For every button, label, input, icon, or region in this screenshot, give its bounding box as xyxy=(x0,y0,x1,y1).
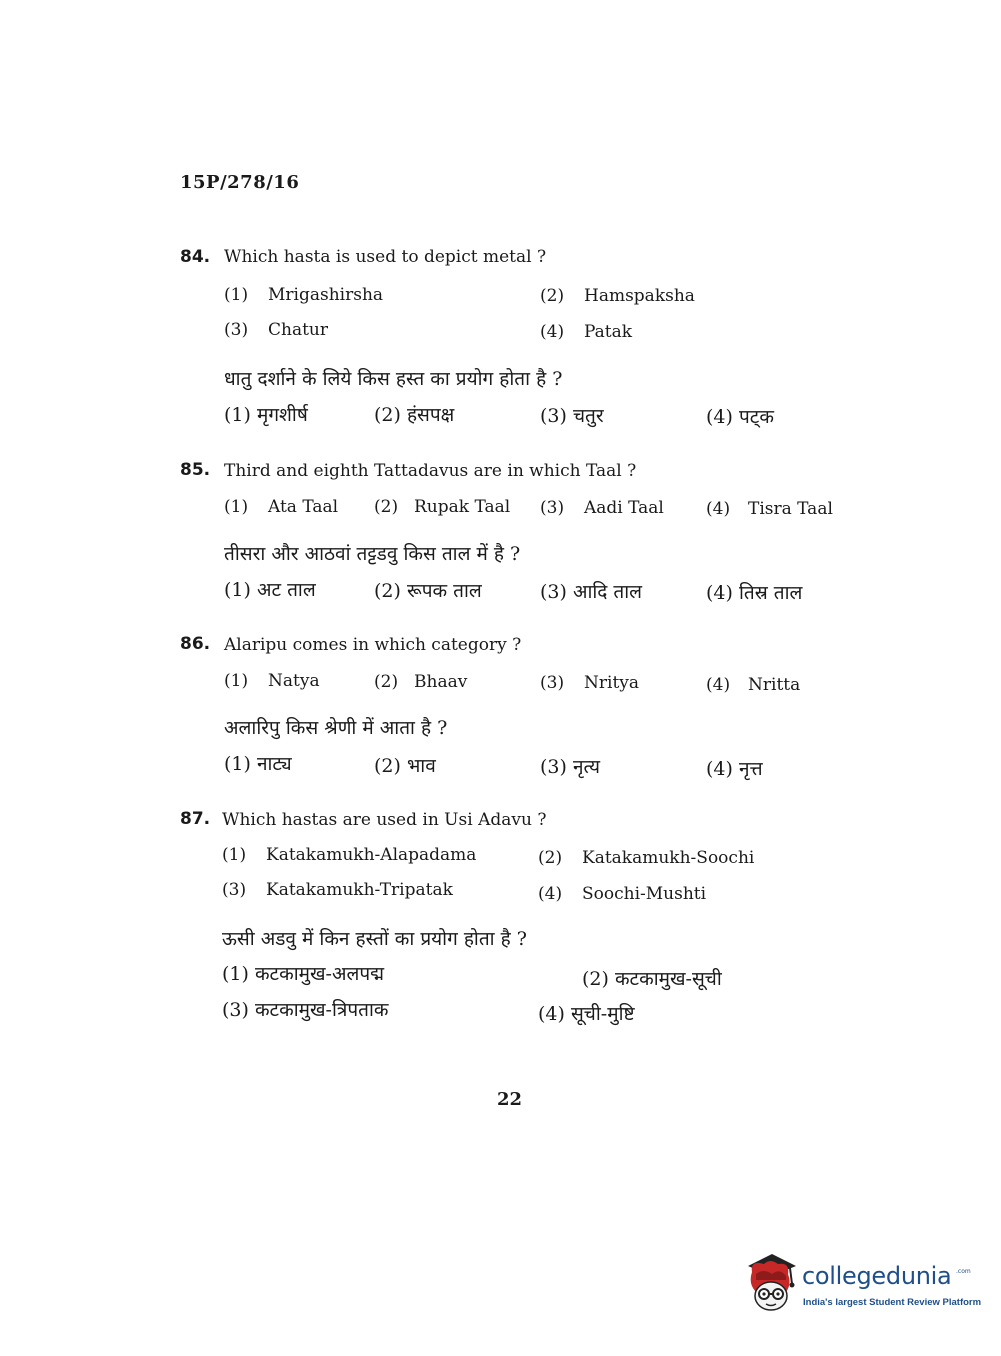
option-text: Natya xyxy=(268,671,320,691)
option-label: (4) xyxy=(540,322,565,342)
option-hindi: (3) आदि ताल xyxy=(540,581,643,603)
option-hindi: (1) अट ताल xyxy=(224,579,316,601)
question-text-hindi: ऊसी अडवु में किन हस्तों का प्रयोग होता है ? xyxy=(222,928,527,950)
question-number: 84. xyxy=(180,247,211,267)
option-hindi: (4) सूची-मुष्टि xyxy=(538,1003,635,1025)
option-label: (3) xyxy=(222,880,247,900)
question-text: Which hasta is used to depict metal ? xyxy=(224,247,547,267)
option-label: (1) xyxy=(224,285,249,305)
question-text-hindi: तीसरा और आठवां तट्टडवु किस ताल में है ? xyxy=(224,543,521,565)
option-text: Nritya xyxy=(584,673,640,693)
option-text: Chatur xyxy=(268,320,328,340)
option-text: Soochi-Mushti xyxy=(582,884,707,904)
option-label: (4) xyxy=(706,675,731,695)
option-label: (3) xyxy=(224,320,249,340)
question-number: 87. xyxy=(180,809,211,829)
option-text: Patak xyxy=(584,322,633,342)
question-text-hindi: धातु दर्शाने के लिये किस हस्त का प्रयोग होता है ? xyxy=(224,368,563,390)
option-text: Katakamukh-Soochi xyxy=(582,848,755,868)
option-text: Rupak Taal xyxy=(414,497,511,517)
brand-tagline: India's largest Student Review Platform xyxy=(803,1297,982,1308)
option-text: Bhaav xyxy=(414,672,468,692)
option-hindi: (2) रूपक ताल xyxy=(374,580,482,602)
question-text: Alaripu comes in which category ? xyxy=(224,635,522,655)
option-hindi: (2) हंसपक्ष xyxy=(374,404,455,426)
option-text: Aadi Taal xyxy=(584,498,664,518)
option-text: Hamspaksha xyxy=(584,286,695,306)
option-hindi: (1) कटकामुख-अलपद्म xyxy=(222,963,385,985)
option-label: (2) xyxy=(538,848,563,868)
option-label: (1) xyxy=(224,671,249,691)
option-hindi: (1) मृगशीर्ष xyxy=(224,404,308,426)
question-text-hindi: अलारिपु किस श्रेणी में आता है ? xyxy=(224,717,448,739)
question-number: 86. xyxy=(180,634,211,654)
option-label: (1) xyxy=(224,497,249,517)
option-label: (2) xyxy=(374,672,399,692)
option-hindi: (3) चतुर xyxy=(540,405,604,427)
mascot-icon xyxy=(742,1250,800,1316)
option-label: (1) xyxy=(222,845,247,865)
option-hindi: (4) पट्क xyxy=(706,406,774,428)
option-label: (4) xyxy=(706,499,731,519)
option-hindi: (3) नृत्य xyxy=(540,756,601,778)
option-hindi: (2) कटकामुख-सूची xyxy=(582,968,722,990)
option-hindi: (4) नृत्त xyxy=(706,758,763,780)
question-text: Which hastas are used in Usi Adavu ? xyxy=(222,810,547,830)
option-hindi: (2) भाव xyxy=(374,755,436,777)
option-text: Mrigashirsha xyxy=(268,285,384,305)
option-label: (3) xyxy=(540,498,565,518)
option-text: Katakamukh-Alapadama xyxy=(266,845,477,865)
page-number: 22 xyxy=(497,1089,523,1110)
option-label: (4) xyxy=(538,884,563,904)
question-text: Third and eighth Tattadavus are in which Taal ? xyxy=(224,461,637,481)
option-label: (2) xyxy=(540,286,565,306)
question-number: 85. xyxy=(180,460,211,480)
option-hindi: (4) तिस्र ताल xyxy=(706,582,803,604)
option-text: Nritta xyxy=(748,675,801,695)
option-text: Ata Taal xyxy=(268,497,339,517)
option-text: Katakamukh-Tripatak xyxy=(266,880,453,900)
collegedunia-watermark xyxy=(742,1250,982,1320)
option-hindi: (3) कटकामुख-त्रिपताक xyxy=(222,999,389,1021)
option-label: (3) xyxy=(540,673,565,693)
brand-name: collegedunia xyxy=(802,1262,952,1290)
option-text: Tisra Taal xyxy=(748,499,833,519)
option-hindi: (1) नाट्य xyxy=(224,753,292,775)
brand-domain: .com xyxy=(956,1268,971,1275)
paper-code: 15P/278/16 xyxy=(180,172,300,193)
option-label: (2) xyxy=(374,497,399,517)
